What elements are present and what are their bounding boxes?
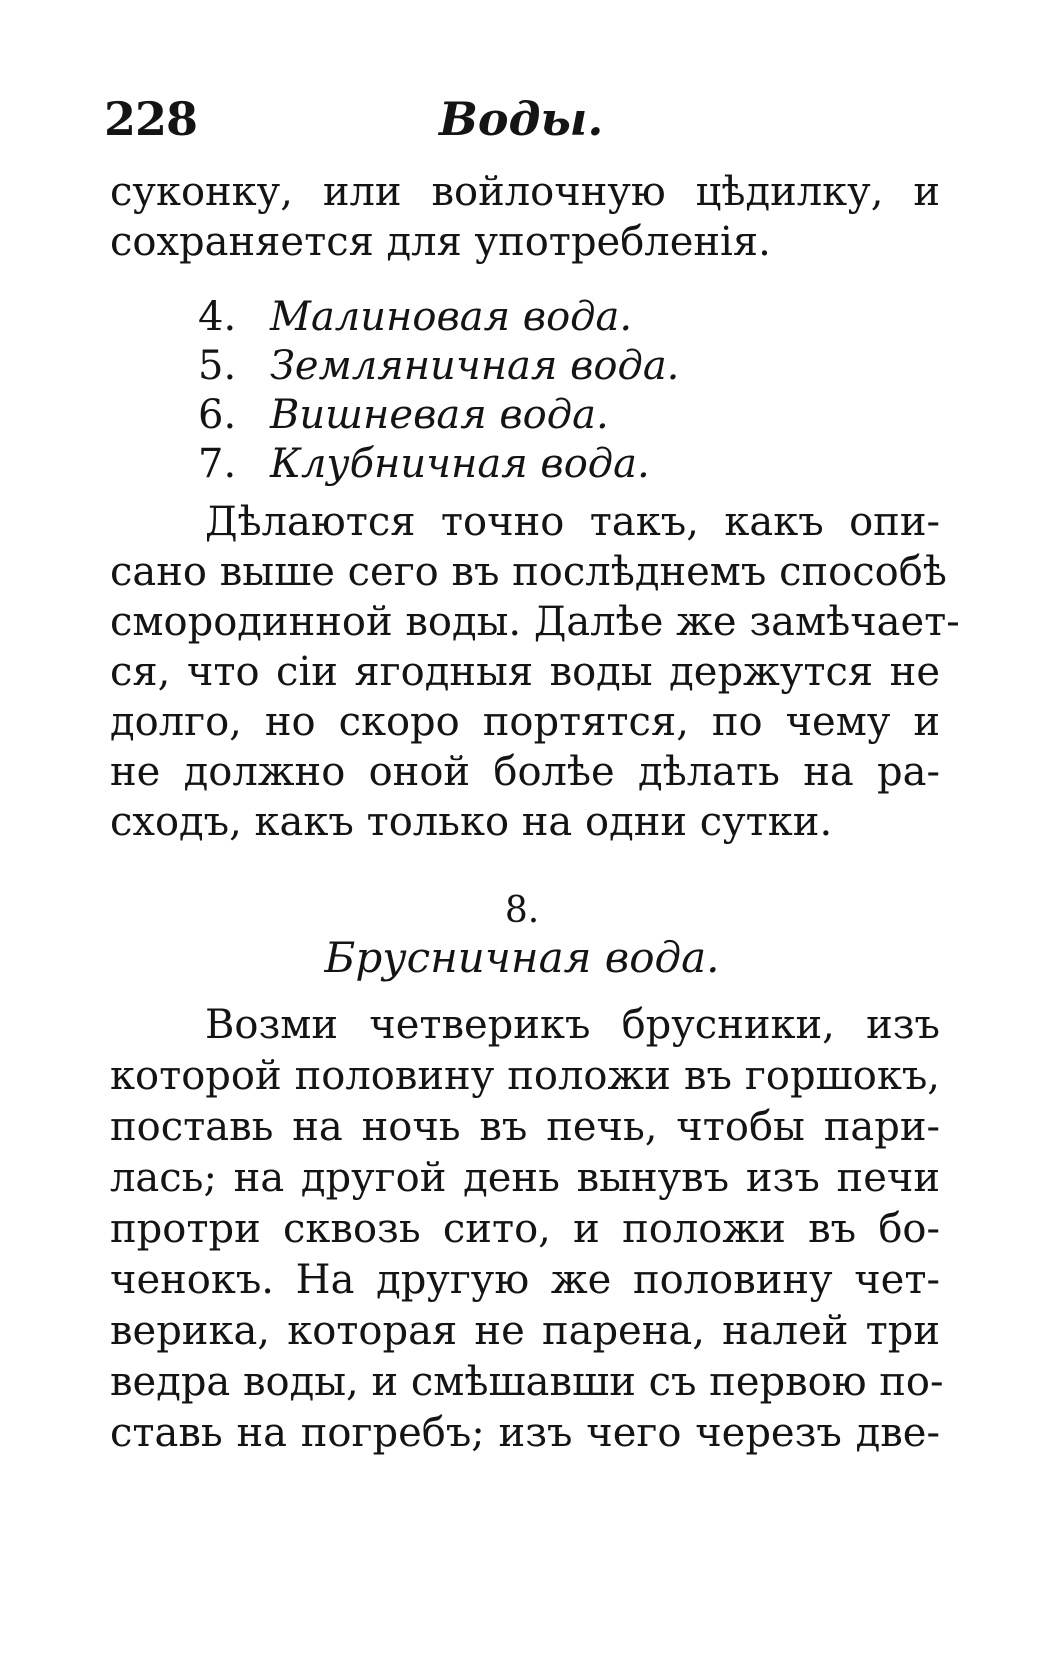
list-item-label: Земляничная вода.: [270, 343, 680, 389]
list-item-number: 5.: [198, 343, 237, 389]
list-item-number: 4.: [198, 294, 237, 340]
text-line: смородинной воды. Далѣе же замѣчает-: [110, 599, 960, 645]
list-item: [198, 390, 609, 440]
text-line: сохраняется для употребленія.: [110, 219, 771, 265]
text-line: протри сквозь сито, и положи въ бо-: [110, 1206, 940, 1252]
text-line: лась; на другой день вынувъ изъ печи: [110, 1155, 940, 1201]
text-line: не должно оной болѣе дѣлать на ра-: [110, 749, 940, 795]
text-line: которой половину положи въ горшокъ,: [110, 1053, 940, 1099]
page-number: 228: [104, 92, 198, 146]
text-line: ченокъ. На другую же половину чет-: [110, 1257, 940, 1303]
list-item-number: 6.: [198, 392, 237, 438]
running-head: Воды.: [439, 92, 604, 146]
page-header: [104, 92, 944, 152]
list-item: [198, 439, 650, 489]
list-item-label: Вишневая вода.: [270, 392, 609, 438]
text-line: суконку, или войлочную цѣдилку, и: [110, 169, 940, 215]
list-item-label: Клубничная вода.: [270, 441, 650, 487]
text-line: сано выше сего въ послѣднемъ способѣ: [110, 549, 947, 595]
text-line: Возми четверикъ брусники, изъ: [205, 1002, 940, 1048]
text-line: верика, которая не парена, налей три: [110, 1308, 940, 1354]
list-item-number: 7.: [198, 441, 237, 487]
text-line: ведра воды, и смѣшавши съ первою по-: [110, 1359, 944, 1405]
list-item-label: Малиновая вода.: [270, 294, 633, 340]
text-line: сходъ, какъ только на одни сутки.: [110, 799, 833, 845]
text-line: поставь на ночь въ печь, чтобы пари-: [110, 1104, 940, 1150]
list-item: [198, 341, 679, 391]
list-item: [198, 292, 632, 342]
text-line: ставь на погребъ; изъ чего черезъ две-: [110, 1410, 940, 1456]
text-line: долго, но скоро портятся, по чему и: [110, 699, 940, 745]
text-line: Дѣлаются точно такъ, какъ опи-: [205, 499, 940, 545]
text-line: ся, что сіи ягодныя воды держутся не: [110, 649, 940, 695]
section-title: Брусничная вода.: [324, 933, 720, 982]
section-number: 8.: [504, 890, 540, 931]
